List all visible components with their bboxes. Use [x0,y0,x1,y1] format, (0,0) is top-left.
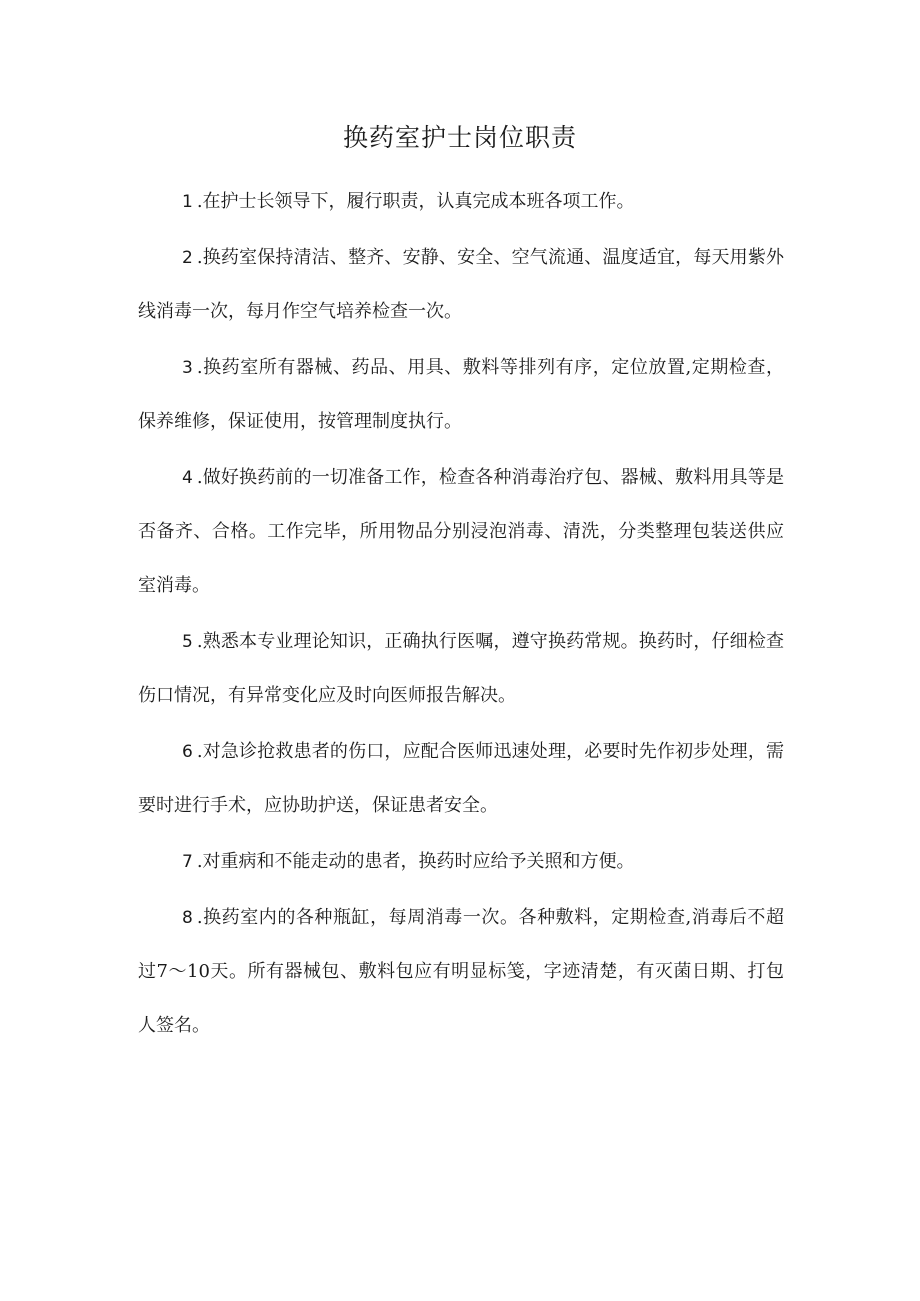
item-number: 4 [182,468,193,488]
item-text: .熟悉本专业理论知识，正确执行医嘱，遵守换药常规。换药时，仔细检查伤口情况，有异常变化应及时向医师报告解决。 [138,631,784,706]
item-text: .换药室保持清洁、整齐、安静、安全、空气流通、温度适宜，每天用紫外线消毒一次，每月作空气培养检查一次。 [138,247,784,322]
duty-item-3 [138,341,784,449]
item-text: .做好换药前的一切准备工作，检查各种消毒治疗包、器械、敷料用具等是否备齐、合格。工作完毕，所用物品分别浸泡消毒、清洗，分类整理包装送供应室消毒。 [138,467,784,596]
item-number: 7 [182,852,193,872]
duty-item-1 [138,175,784,229]
duty-item-2 [138,231,784,339]
item-number: 8 [182,908,193,928]
item-text: .换药室内的各种瓶缸，每周消毒一次。各种敷料，定期检查,消毒后不超过7〜10天。所有器械包、敷料包应有明显标笺，字迹清楚，有灭菌日期、打包人签名。 [138,907,784,1036]
item-number: 2 [182,248,193,268]
duty-item-5 [138,615,784,723]
item-number: 5 [182,632,193,652]
item-text: .对重病和不能走动的患者，换药时应给予关照和方便。 [196,851,635,872]
item-number: 6 [182,742,193,762]
item-number: 3 [182,358,193,378]
item-text: .在护士长领导下，履行职责，认真完成本班各项工作。 [196,191,635,212]
document-body [138,175,784,1055]
duty-item-6 [138,725,784,833]
page-title: 换药室护士岗位职责 [342,123,577,152]
duty-item-7 [138,835,784,889]
item-number: 1 [182,192,193,212]
item-text: .对急诊抢救患者的伤口，应配合医师迅速处理，必要时先作初步处理，需要时进行手术，应协助护送，保证患者安全。 [138,741,784,816]
duty-item-4 [138,451,784,613]
duty-item-8 [138,891,784,1053]
item-text: .换药室所有器械、药品、用具、敷料等排列有序，定位放置,定期检查，保养维修，保证使用，按管理制度执行。 [138,357,784,432]
